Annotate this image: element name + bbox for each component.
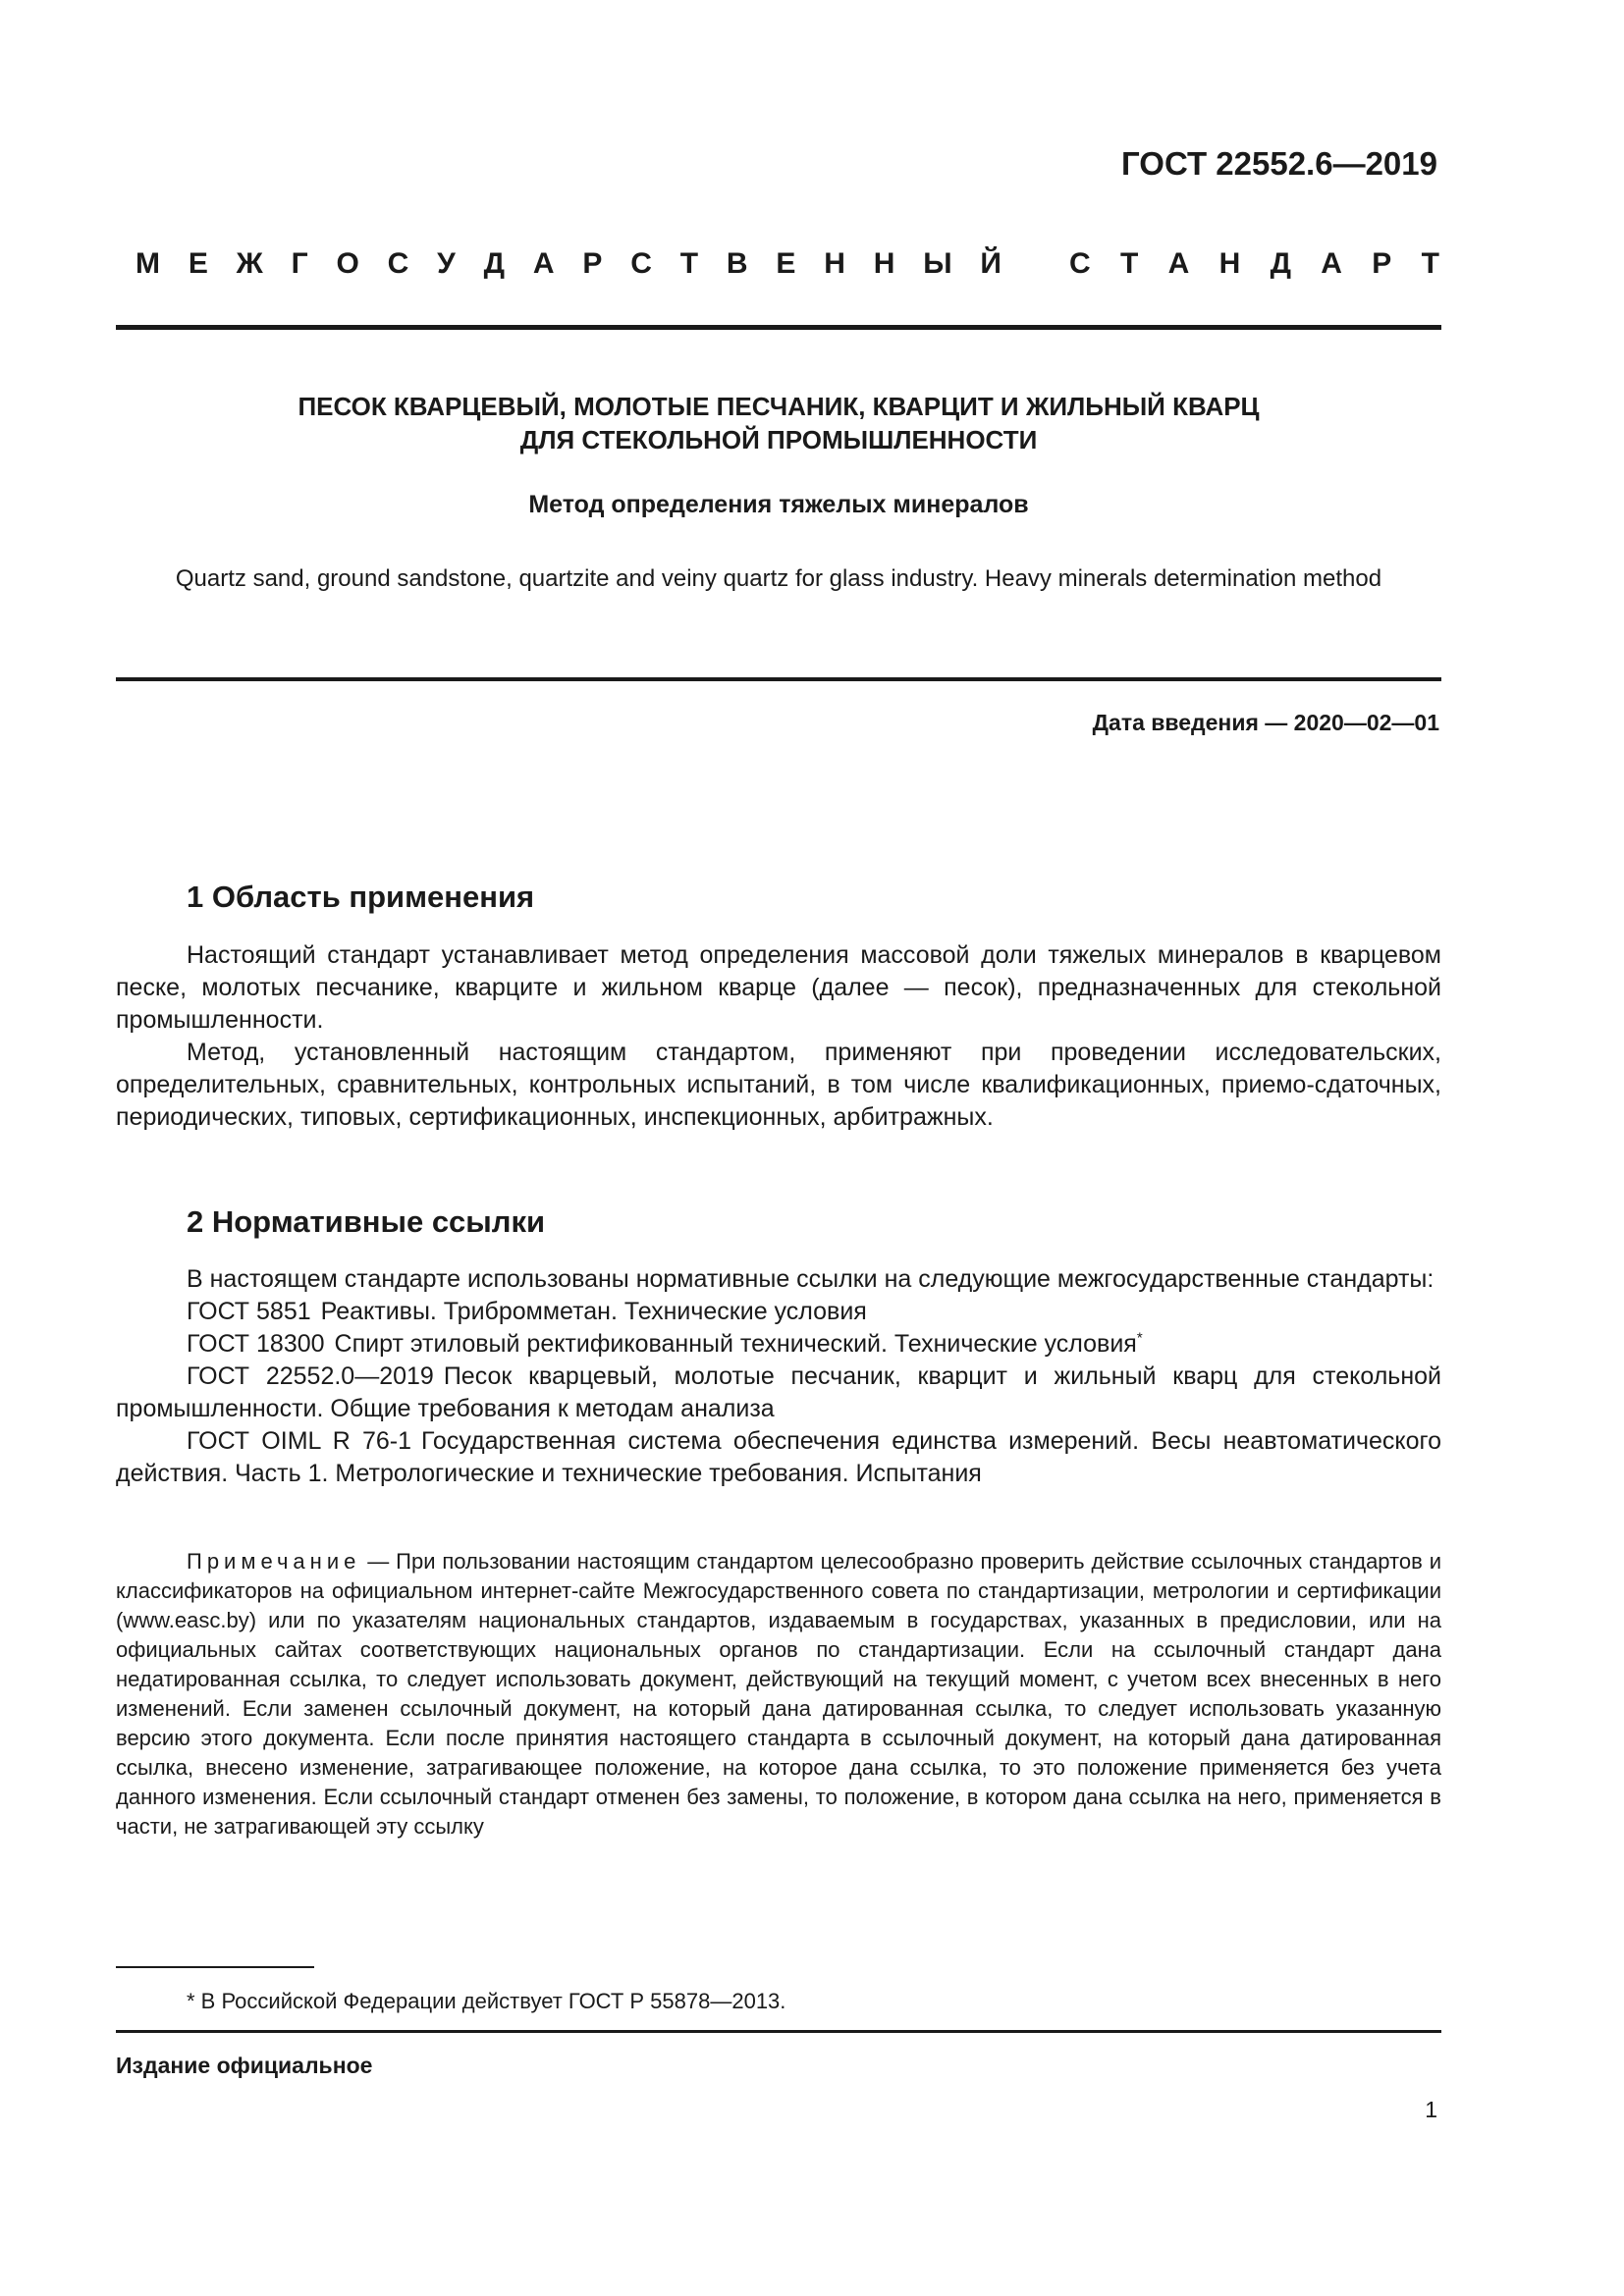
heading-letter: Т — [1119, 247, 1139, 280]
reference-item — [116, 1296, 1441, 1328]
reference-item — [116, 1328, 1441, 1361]
heading-letter: Й — [980, 247, 1001, 280]
note-text: — При пользовании настоящим стандартом целесообразно проверить действие ссылочных стандартов и классификаторов на официальном интернет-сайте Межгосударственного совета по стандартизации, метрологии и сертификации (www.easc.by) или по указателям национальных стандартов, издаваемым в государствах, указанных в предисловии, или на официальных сайтах соответствующих национальных органов по стандартизации. Если на ссылочный стандарт дана недатированная ссылка, то следует использовать документ, действующий на текущий момент, с учетом всех внесенных в него изменений. Если заменен ссылочный документ, на который дана датированная ссылка, то следует использовать указанную версию этого документа. Если после принятия настоящего стандарта в ссылочный документ, на который дана датированная ссылка, внесено изменение, затрагивающее положение, на которое дана ссылка, то это положение применяется без учета данного изменения. Если ссылочный стандарт отменен без замены, то положение, в котором дана ссылка на него, применяется в части, не затрагивающей эту ссылку — [116, 1549, 1441, 1839]
interstate-word-1 — [135, 247, 1001, 281]
heading-letter: Ж — [236, 247, 263, 280]
section-2-heading: 2 Нормативные ссылки — [187, 1204, 546, 1239]
heading-letter: Д — [1270, 247, 1291, 280]
heading-letter: А — [1321, 247, 1342, 280]
section-1-body — [116, 939, 1441, 1134]
heading-letter: Г — [291, 247, 308, 280]
reference-code: ГОСТ OIML R 76-1 — [187, 1427, 412, 1455]
heading-letter: А — [1167, 247, 1190, 280]
heading-letter: Е — [188, 247, 208, 280]
heading-letter: Т — [679, 247, 699, 280]
section-2-body — [116, 1263, 1441, 1490]
section-2-intro: В настоящем стандарте использованы нормативные ссылки на следующие межгосударственные стандарты: — [187, 1265, 1435, 1293]
reference-code: ГОСТ 5851 — [187, 1298, 311, 1325]
title-rule — [116, 677, 1441, 681]
reference-title: Реактивы. Трибромметан. Технические условия — [320, 1298, 867, 1325]
document-number: ГОСТ 22552.6—2019 — [1121, 145, 1437, 182]
heading-letter: Е — [776, 247, 796, 280]
note-paragraph — [116, 1547, 1441, 1842]
reference-title: Спирт этиловый ректификованный технический. Технические условия — [334, 1330, 1137, 1358]
footnote: * В Российской Федерации действует ГОСТ Р 55878—2013. — [187, 1989, 786, 2013]
heading-letter: Н — [873, 247, 895, 280]
header-rule — [116, 325, 1441, 330]
footnote-rule — [116, 1966, 314, 1968]
note-label: Примечание — [187, 1549, 361, 1574]
reference-code: ГОСТ 22552.0—2019 — [187, 1362, 434, 1390]
footnote-marker: * — [1136, 1329, 1143, 1347]
heading-letter: Р — [1372, 247, 1392, 280]
document-subtitle: Метод определения тяжелых минералов — [528, 491, 1029, 518]
title-line-1: ПЕСОК КВАРЦЕВЫЙ, МОЛОТЫЕ ПЕСЧАНИК, КВАРЦИТ И ЖИЛЬНЫЙ КВАРЦ — [298, 392, 1260, 421]
edition-label: Издание официальное — [116, 2053, 373, 2078]
heading-letter: Н — [824, 247, 845, 280]
english-title: Quartz sand, ground sandstone, quartzite and veiny quartz for glass industry. Heavy minerals determination method — [175, 565, 1382, 592]
section-1-heading: 1 Область применения — [187, 880, 535, 914]
heading-letter: А — [532, 247, 555, 280]
heading-letter: Н — [1218, 247, 1241, 280]
footer-rule — [116, 2030, 1441, 2033]
section-1-paragraph: Метод, установленный настоящим стандартом, применяют при проведении исследовательских, определительных, сравнительных, контрольных испытаний, в том числе квалификационных, приемо-сдаточных, периодических, типовых, сертификационных, инспекционных, арбитражных. — [116, 1039, 1441, 1131]
reference-item — [116, 1361, 1441, 1425]
heading-letter: Т — [1421, 247, 1439, 280]
reference-title: Государственная система обеспечения единства измерений. Весы неавтоматического действия. Часть 1. Метрологические и технические требования. Испытания — [116, 1427, 1441, 1487]
heading-letter: М — [135, 247, 160, 280]
reference-item — [116, 1425, 1441, 1490]
heading-letter: Ы — [923, 247, 952, 280]
title-line-2: ДЛЯ СТЕКОЛЬНОЙ ПРОМЫШЛЕННОСТИ — [519, 425, 1038, 454]
heading-letter: Д — [483, 247, 506, 280]
page-number: 1 — [1425, 2097, 1437, 2122]
heading-letter: У — [437, 247, 456, 280]
heading-letter: С — [387, 247, 409, 280]
heading-letter: С — [1069, 247, 1091, 280]
heading-letter: В — [726, 247, 748, 280]
section-1-paragraph: Настоящий стандарт устанавливает метод определения массовой доли тяжелых минералов в кварцевом песке, молотых песчанике, кварците и жильном кварце (далее — песок), предназначенных для стекольной промышленности. — [116, 941, 1441, 1034]
interstate-standard-heading — [135, 247, 1439, 281]
note-block — [116, 1547, 1441, 1842]
introduction-date: Дата введения — 2020—02—01 — [1092, 710, 1439, 735]
reference-title: Песок кварцевый, молотые песчаник, кварцит и жильный кварц для стекольной промышленности. Общие требования к методам анализа — [116, 1362, 1441, 1422]
heading-letter: О — [336, 247, 359, 280]
interstate-word-2 — [1069, 247, 1439, 281]
heading-letter: Р — [582, 247, 603, 280]
reference-code: ГОСТ 18300 — [187, 1330, 325, 1358]
document-title — [116, 390, 1441, 456]
heading-letter: С — [630, 247, 652, 280]
